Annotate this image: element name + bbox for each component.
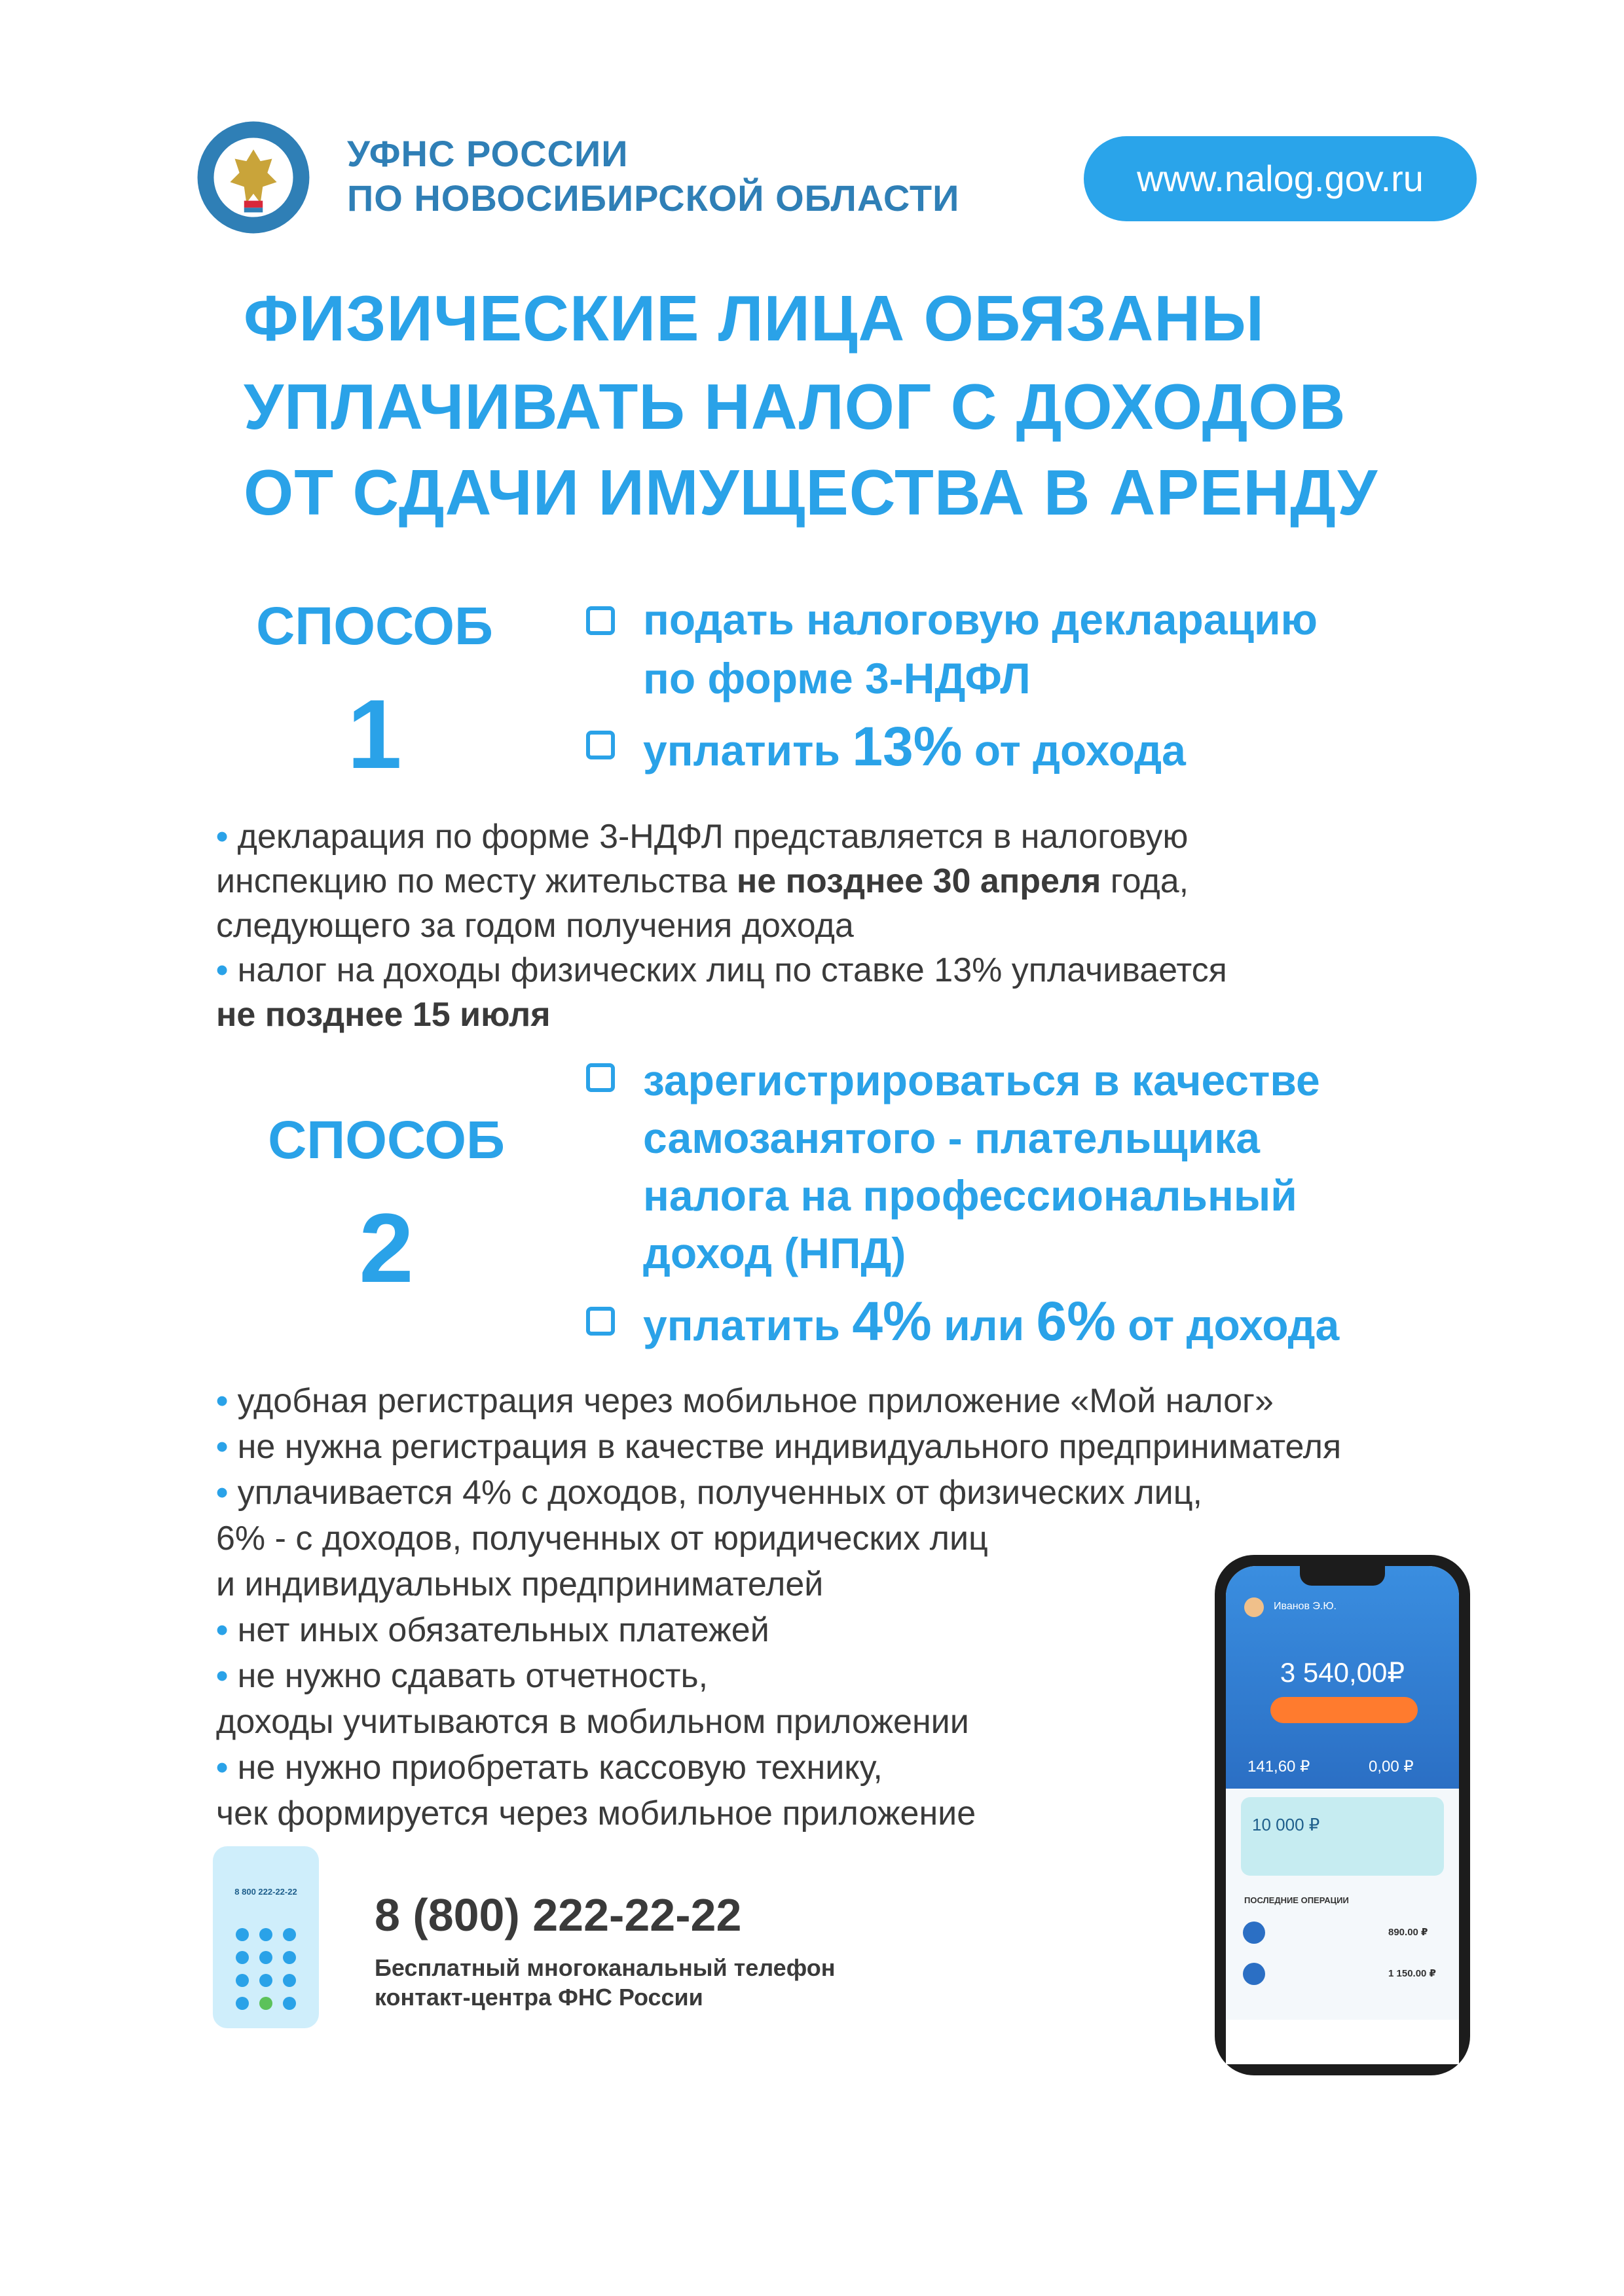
checkbox-icon (586, 731, 615, 759)
method2-note4 (216, 1611, 769, 1650)
bullet: • (216, 1611, 229, 1649)
app-amount: 3 540,00₽ (1280, 1657, 1405, 1688)
method2-label: СПОСОБ (268, 1110, 505, 1170)
method2-note6-line2: чек формируется через мобильное приложение (216, 1795, 976, 1832)
keypad-key (236, 1974, 249, 1987)
bullet: • (216, 1657, 229, 1695)
keypad-key (236, 1951, 249, 1964)
operation-icon (1243, 1922, 1265, 1944)
bullet: • (216, 1474, 229, 1512)
note-text: не нужно приобретать кассовую технику, (237, 1749, 883, 1787)
app-pay-button (1270, 1697, 1418, 1723)
bullet: • (216, 1749, 229, 1787)
keypad-key (259, 1951, 272, 1964)
app-tab-bar (1226, 2020, 1459, 2064)
method2-step2-post: от дохода (1115, 1301, 1340, 1349)
app-promo-card (1241, 1797, 1444, 1876)
bullet: • (216, 1382, 229, 1420)
method2-rate2: 6% (1036, 1290, 1116, 1352)
operation-icon (1243, 1963, 1265, 1985)
page-title-line1: ФИЗИЧЕСКИЕ ЛИЦА ОБЯЗАНЫ (244, 282, 1265, 354)
note-text: налог на доходы физических лиц по ставке 13% уплачивается (237, 951, 1227, 989)
page-title-line2: УПЛАЧИВАТЬ НАЛОГ С ДОХОДОВ (244, 371, 1346, 443)
avatar (1244, 1597, 1264, 1617)
org-name-line1: УФНС РОССИИ (347, 133, 629, 174)
note-text: нет иных обязательных платежей (237, 1611, 769, 1649)
note-text: не нужна регистрация в качестве индивидуального предпринимателя (237, 1428, 1342, 1466)
keypad-key (283, 1928, 296, 1941)
method1-rate: 13% (852, 716, 963, 777)
keypad-key (259, 1974, 272, 1987)
method2-rate1: 4% (852, 1290, 932, 1352)
hotline-number[interactable]: 8 (800) 222-22-22 (375, 1889, 742, 1941)
keypad-call-key (259, 1997, 272, 2010)
bullet: • (216, 951, 229, 989)
method1-step2-post: от дохода (962, 726, 1186, 774)
app-op2-amount: 1 150.00 ₽ (1388, 1968, 1436, 1979)
keypad-key (236, 1997, 249, 2010)
method1-note2-line1 (216, 951, 1227, 990)
keypad-icon-number: 8 800 222-22-22 (234, 1887, 297, 1897)
app-value2: 0,00 ₽ (1369, 1758, 1414, 1776)
method1-step1-line2: по форме 3-НДФЛ (643, 654, 1031, 702)
keypad-key (236, 1928, 249, 1941)
deadline-text: не позднее 30 апреля (736, 862, 1101, 900)
checkbox-icon (586, 1307, 615, 1336)
keypad-key (283, 1974, 296, 1987)
method2-number: 2 (359, 1193, 414, 1303)
app-value1: 141,60 ₽ (1247, 1758, 1310, 1776)
note-text: декларация по форме 3-НДФЛ представляется в налоговую (237, 818, 1189, 856)
method1-note1-line2 (216, 862, 1189, 901)
bullet: • (216, 818, 229, 856)
method2-note5-line2: доходы учитываются в мобильном приложении (216, 1703, 969, 1741)
hotline-desc-line2: контакт-центра ФНС России (375, 1984, 703, 2011)
method2-step2 (643, 1290, 1339, 1353)
note-text: не нужно сдавать отчетность, (237, 1657, 709, 1695)
method1-note2-line2: не позднее 15 июля (216, 996, 551, 1034)
checkbox-icon (586, 606, 615, 635)
phone-notch (1300, 1566, 1385, 1586)
org-name-line2: ПО НОВОСИБИРСКОЙ ОБЛАСТИ (347, 177, 960, 219)
note-text: года, (1101, 862, 1189, 900)
website-link[interactable]: www.nalog.gov.ru (1084, 136, 1477, 221)
hotline-desc-line1: Бесплатный многоканальный телефон (375, 1954, 836, 1981)
keypad-key (283, 1997, 296, 2010)
method2-step2-pre: уплатить (643, 1301, 853, 1349)
app-op1-amount: 890.00 ₽ (1388, 1927, 1428, 1938)
method1-note1-line1 (216, 817, 1188, 856)
app-user-name: Иванов Э.Ю. (1274, 1601, 1337, 1612)
method1-note1-line3: следующего за годом получения дохода (216, 907, 854, 945)
method1-label: СПОСОБ (256, 596, 493, 656)
fns-emblem-icon (195, 119, 312, 236)
method1-step2 (643, 715, 1186, 778)
method2-note1 (216, 1381, 1274, 1421)
note-text: уплачивается 4% с доходов, полученных от физических лиц, (237, 1474, 1202, 1512)
app-card-amount: 10 000 ₽ (1252, 1815, 1320, 1834)
app-ops-title: ПОСЛЕДНИЕ ОПЕРАЦИИ (1244, 1895, 1349, 1905)
method2-step1-line1: зарегистрироваться в качестве (643, 1056, 1320, 1104)
method2-note6-line1 (216, 1748, 883, 1787)
method1-number: 1 (347, 679, 402, 789)
method2-note2 (216, 1427, 1341, 1467)
bullet: • (216, 1428, 229, 1466)
method2-note3-line1 (216, 1473, 1202, 1512)
method2-note3-line3: и индивидуальных предпринимателей (216, 1565, 824, 1603)
keypad-key (259, 1928, 272, 1941)
checkbox-icon (586, 1063, 615, 1092)
note-text: инспекцию по месту жительства (216, 862, 737, 900)
method2-step1-line3: налога на профессиональный (643, 1171, 1297, 1220)
method2-note3-line2: 6% - с доходов, полученных от юридических лиц (216, 1520, 988, 1558)
method2-note5-line1 (216, 1656, 708, 1696)
method1-step2-pre: уплатить (643, 726, 853, 774)
keypad-key (283, 1951, 296, 1964)
method2-step1-line4: доход (НПД) (643, 1229, 906, 1277)
method2-step1-line2: самозанятого - плательщика (643, 1114, 1261, 1162)
page-title-line3: ОТ СДАЧИ ИМУЩЕСТВА В АРЕНДУ (244, 456, 1378, 528)
method2-step2-mid: или (931, 1301, 1037, 1349)
note-text: удобная регистрация через мобильное приложение «Мой налог» (237, 1382, 1274, 1420)
method1-step1-line1: подать налоговую декларацию (643, 595, 1318, 644)
